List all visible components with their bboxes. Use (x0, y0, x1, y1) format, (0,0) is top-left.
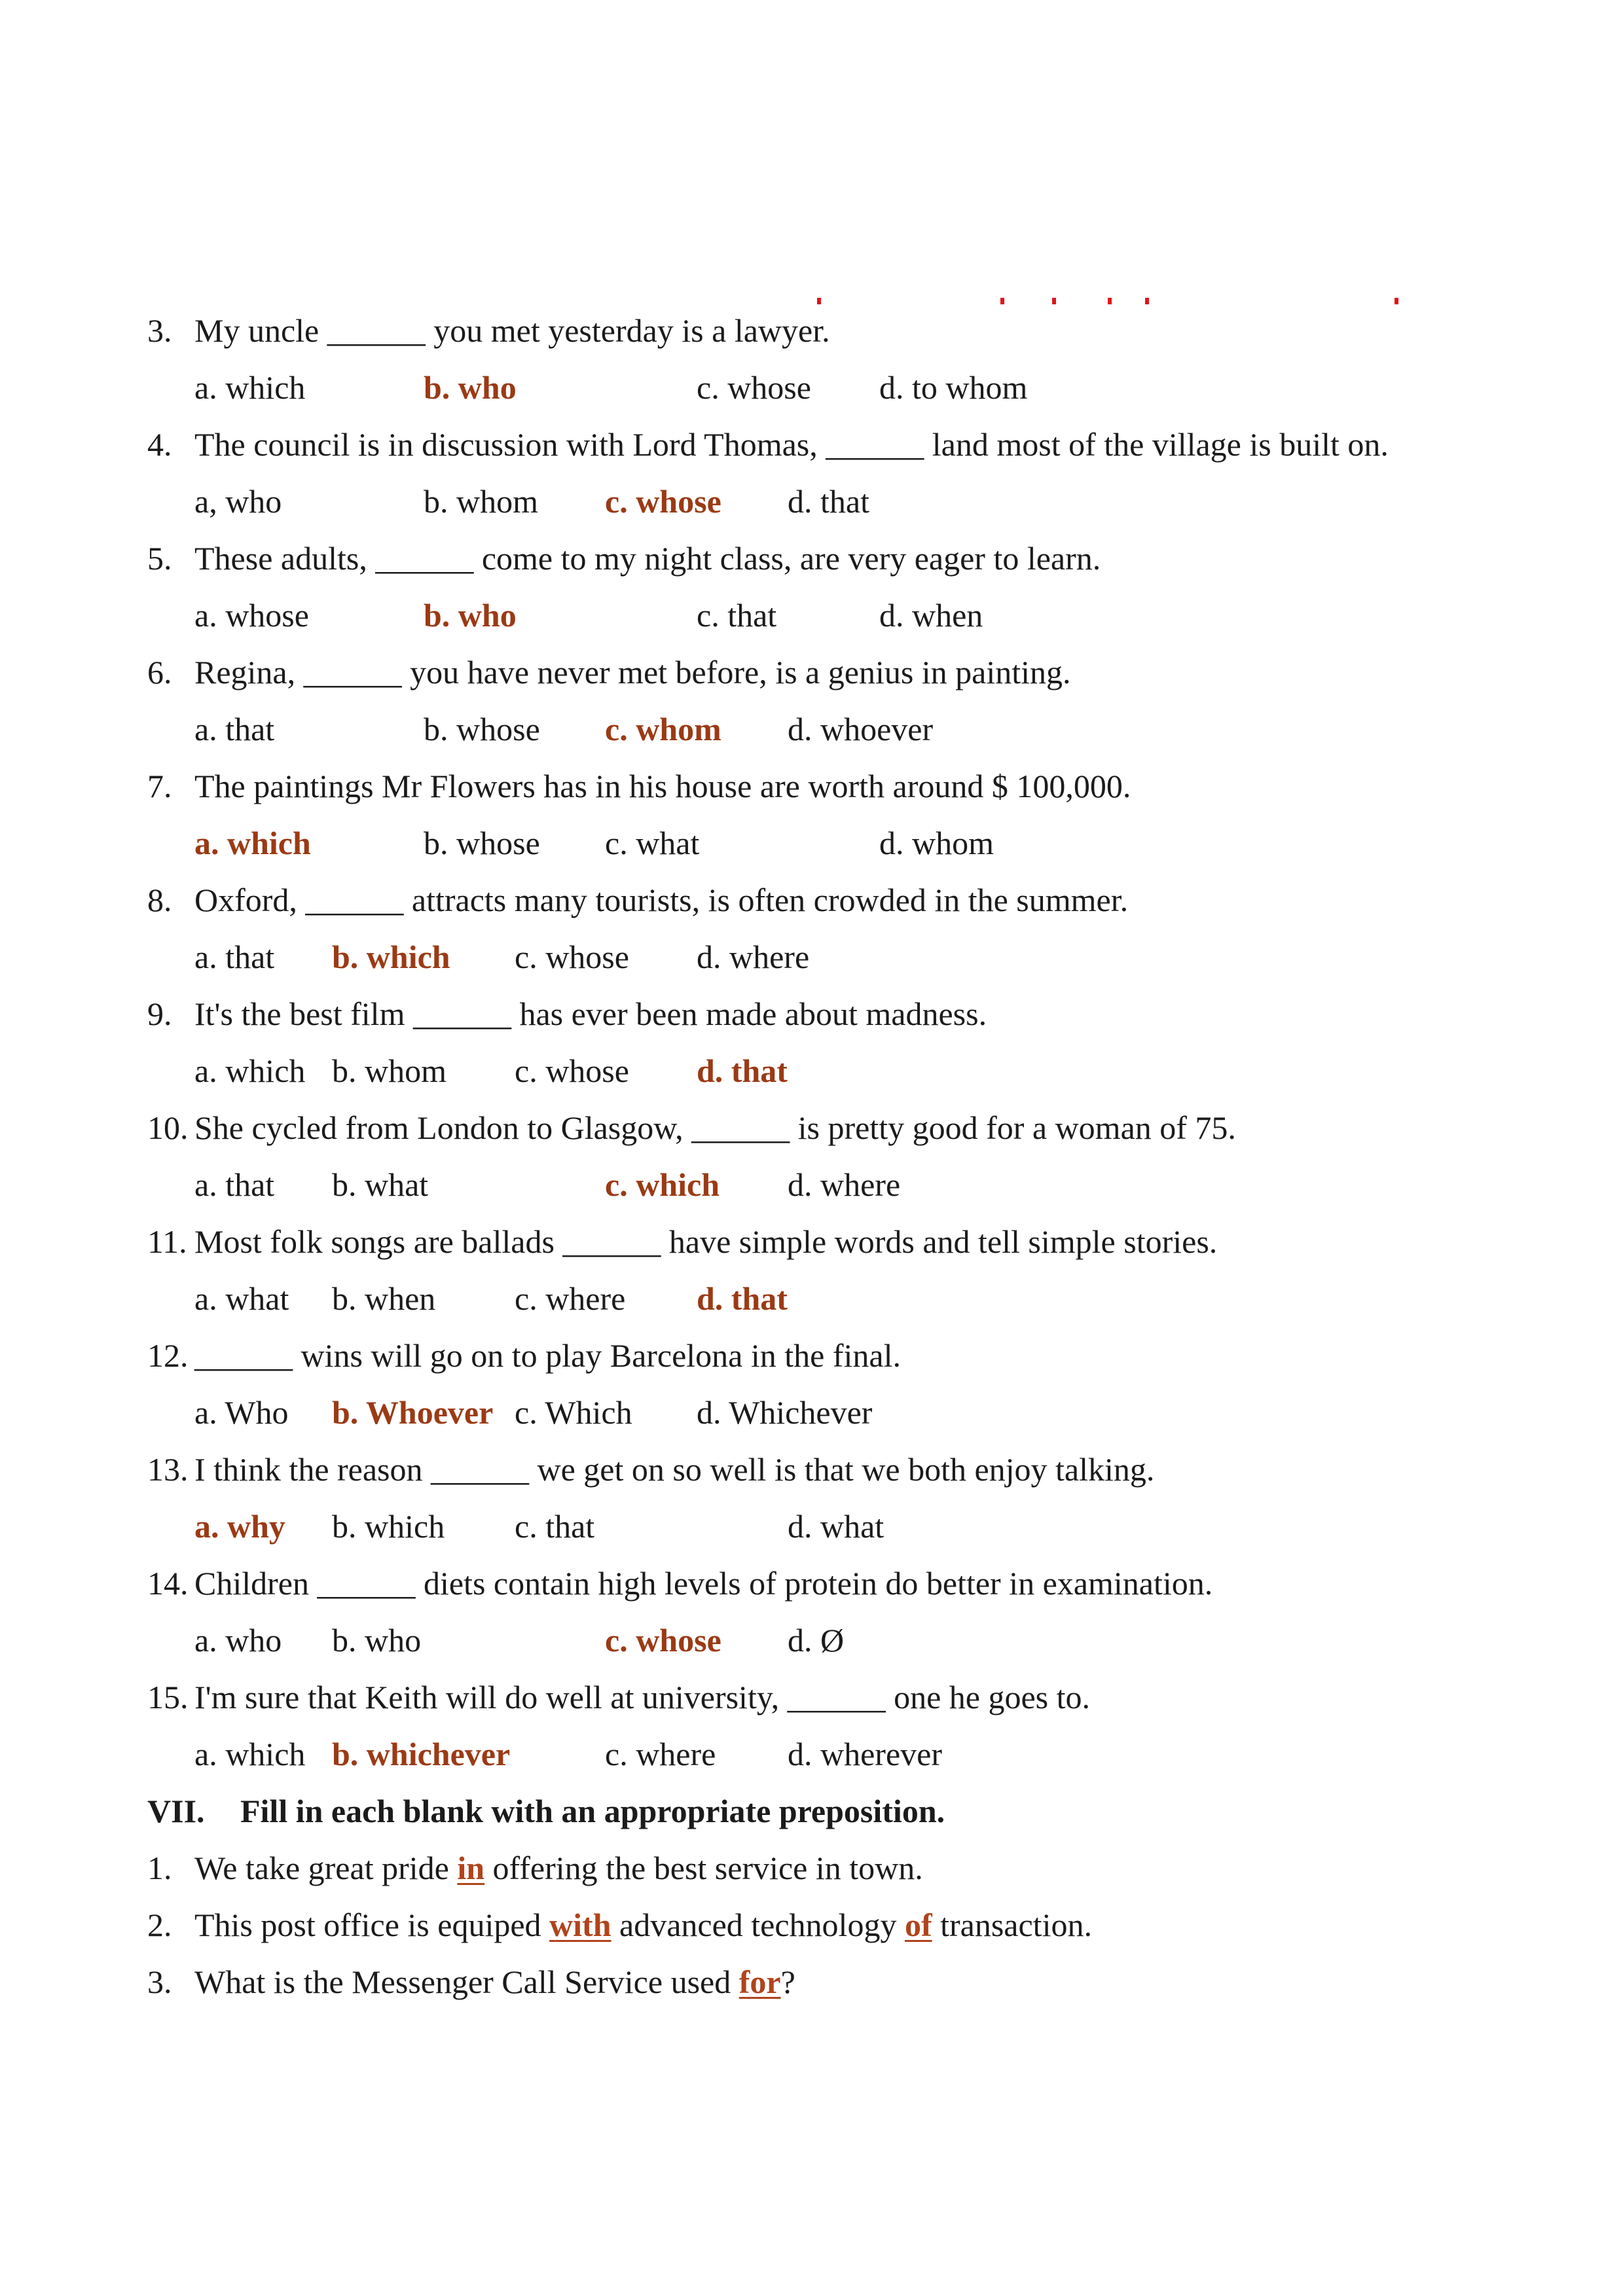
option-d: d. Ø (788, 1622, 845, 1659)
question-8-options (0, 929, 1623, 986)
sentence-segment: What is the Messenger Call Service used (194, 1964, 739, 2000)
question-number: 9. (147, 996, 172, 1032)
option-b: b. what (332, 1166, 429, 1203)
question-text: Regina, ______ you have never met before, is a genius in painting. (194, 654, 1071, 691)
question-text: My uncle ______ you met yesterday is a lawyer. (194, 312, 830, 349)
question-number: 11. (147, 1223, 187, 1260)
question-3 (0, 302, 1623, 359)
option-a: a. that (194, 711, 275, 747)
question-number: 5. (147, 540, 172, 577)
option-a: a. whose (194, 597, 309, 634)
option-a: a. what (194, 1280, 289, 1317)
filled-answer: of (904, 1907, 932, 1943)
option-a: a. which (194, 1052, 306, 1089)
question-text: The paintings Mr Flowers has in his house are worth around $ 100,000. (194, 768, 1131, 804)
sentence-segment: We take great pride (194, 1850, 458, 1886)
option-d: d. where (697, 939, 810, 975)
option-b: b. whose (424, 711, 540, 747)
option-b: b. Whoever (332, 1394, 494, 1431)
filled-answer: with (549, 1907, 611, 1943)
question-6-options (0, 701, 1623, 758)
sentence-segment: ? (780, 1964, 795, 2000)
item-number: 1. (147, 1850, 172, 1886)
question-text: She cycled from London to Glasgow, ______ is pretty good for a woman of 75. (194, 1109, 1236, 1146)
option-d: d. to whom (879, 369, 1028, 406)
question-14 (0, 1555, 1623, 1612)
option-d: d. what (788, 1508, 884, 1545)
sentence-segment: advanced technology (611, 1907, 905, 1943)
question-9-options (0, 1043, 1623, 1100)
item-sentence (194, 1954, 795, 2011)
question-text: I'm sure that Keith will do well at university, ______ one he goes to. (194, 1679, 1091, 1715)
option-b: b. which (332, 1508, 445, 1545)
option-c: c. that (515, 1508, 595, 1545)
item-sentence (194, 1897, 1092, 1954)
option-d: d. whom (879, 825, 994, 861)
option-a: a. why (194, 1508, 285, 1545)
preposition-item-2 (0, 1897, 1623, 1954)
item-sentence (194, 1840, 923, 1897)
option-c: c. where (605, 1736, 716, 1772)
option-b: b. which (332, 939, 450, 975)
option-c: c. that (697, 597, 777, 634)
section-title: Fill in each blank with an appropriate preposition. (240, 1793, 945, 1829)
question-11-options (0, 1270, 1623, 1327)
question-8 (0, 872, 1623, 929)
question-14-options (0, 1612, 1623, 1669)
option-a: a, who (194, 483, 282, 520)
question-text: These adults, ______ come to my night class, are very eager to learn. (194, 540, 1101, 577)
question-text: Children ______ diets contain high levels of protein do better in examination. (194, 1565, 1213, 1602)
question-text: It's the best film ______ has ever been made about madness. (194, 996, 987, 1032)
option-b: b. whom (424, 483, 538, 520)
option-c: c. Which (515, 1394, 632, 1431)
question-5 (0, 530, 1623, 587)
question-15 (0, 1669, 1623, 1726)
question-9 (0, 986, 1623, 1043)
question-text: ______ wins will go on to play Barcelona in the final. (194, 1337, 901, 1374)
question-12-options (0, 1384, 1623, 1441)
option-c: c. whose (605, 483, 721, 520)
question-number: 6. (147, 654, 172, 691)
item-number: 2. (147, 1907, 172, 1943)
filled-answer: for (739, 1964, 781, 2000)
section-heading (0, 1783, 1623, 1840)
option-c: c. whose (515, 1052, 629, 1089)
sentence-segment: offering the best service in town. (484, 1850, 923, 1886)
option-a: a. which (194, 1736, 306, 1772)
question-5-options (0, 587, 1623, 644)
option-c: c. which (605, 1166, 720, 1203)
question-3-options (0, 359, 1623, 416)
sentence-segment: transaction. (932, 1907, 1092, 1943)
filled-answer: in (457, 1850, 485, 1886)
question-12 (0, 1327, 1623, 1384)
question-number: 3. (147, 312, 172, 349)
option-a: a. who (194, 1622, 282, 1659)
option-c: c. whose (605, 1622, 721, 1659)
question-7-options (0, 815, 1623, 872)
question-number: 14. (147, 1565, 189, 1602)
question-number: 7. (147, 768, 172, 804)
question-number: 8. (147, 882, 172, 918)
question-text: Oxford, ______ attracts many tourists, is often crowded in the summer. (194, 882, 1129, 918)
option-a: a. Who (194, 1394, 289, 1431)
option-c: c. where (515, 1280, 626, 1317)
preposition-item-1 (0, 1840, 1623, 1897)
option-b: b. who (424, 369, 517, 406)
option-a: a. that (194, 1166, 275, 1203)
question-number: 12. (147, 1337, 189, 1374)
question-13 (0, 1441, 1623, 1498)
worksheet-page (0, 302, 1623, 2011)
option-d: d. that (788, 483, 869, 520)
question-15-options (0, 1726, 1623, 1783)
option-c: c. what (605, 825, 700, 861)
question-text: Most folk songs are ballads ______ have simple words and tell simple stories. (194, 1223, 1218, 1260)
option-d: d. Whichever (697, 1394, 873, 1431)
item-number: 3. (147, 1964, 172, 2000)
question-7 (0, 758, 1623, 815)
question-4-options (0, 473, 1623, 530)
option-a: a. which (194, 825, 311, 861)
question-text: The council is in discussion with Lord Thomas, ______ land most of the village is built on. (194, 426, 1389, 463)
option-b: b. whom (332, 1052, 447, 1089)
option-b: b. whichever (332, 1736, 511, 1772)
option-c: c. whom (605, 711, 721, 747)
option-c: c. whose (697, 369, 811, 406)
question-10-options (0, 1157, 1623, 1213)
option-b: b. who (332, 1622, 422, 1659)
question-number: 13. (147, 1451, 189, 1488)
question-4 (0, 416, 1623, 473)
sentence-segment: This post office is equiped (194, 1907, 550, 1943)
question-number: 4. (147, 426, 172, 463)
option-d: d. that (697, 1280, 788, 1317)
option-b: b. when (332, 1280, 436, 1317)
question-number: 15. (147, 1679, 189, 1715)
section-number: VII. (147, 1793, 205, 1829)
option-c: c. whose (515, 939, 629, 975)
option-d: d. wherever (788, 1736, 942, 1772)
option-d: d. that (697, 1052, 788, 1089)
option-b: b. whose (424, 825, 540, 861)
question-text: I think the reason ______ we get on so well is that we both enjoy talking. (194, 1451, 1155, 1488)
option-d: d. where (788, 1166, 901, 1203)
option-d: d. when (879, 597, 983, 634)
option-b: b. who (424, 597, 517, 634)
option-a: a. which (194, 369, 306, 406)
option-a: a. that (194, 939, 275, 975)
question-10 (0, 1100, 1623, 1157)
question-11 (0, 1213, 1623, 1270)
question-number: 10. (147, 1109, 189, 1146)
preposition-item-3 (0, 1954, 1623, 2011)
question-13-options (0, 1498, 1623, 1555)
question-6 (0, 644, 1623, 701)
option-d: d. whoever (788, 711, 934, 747)
